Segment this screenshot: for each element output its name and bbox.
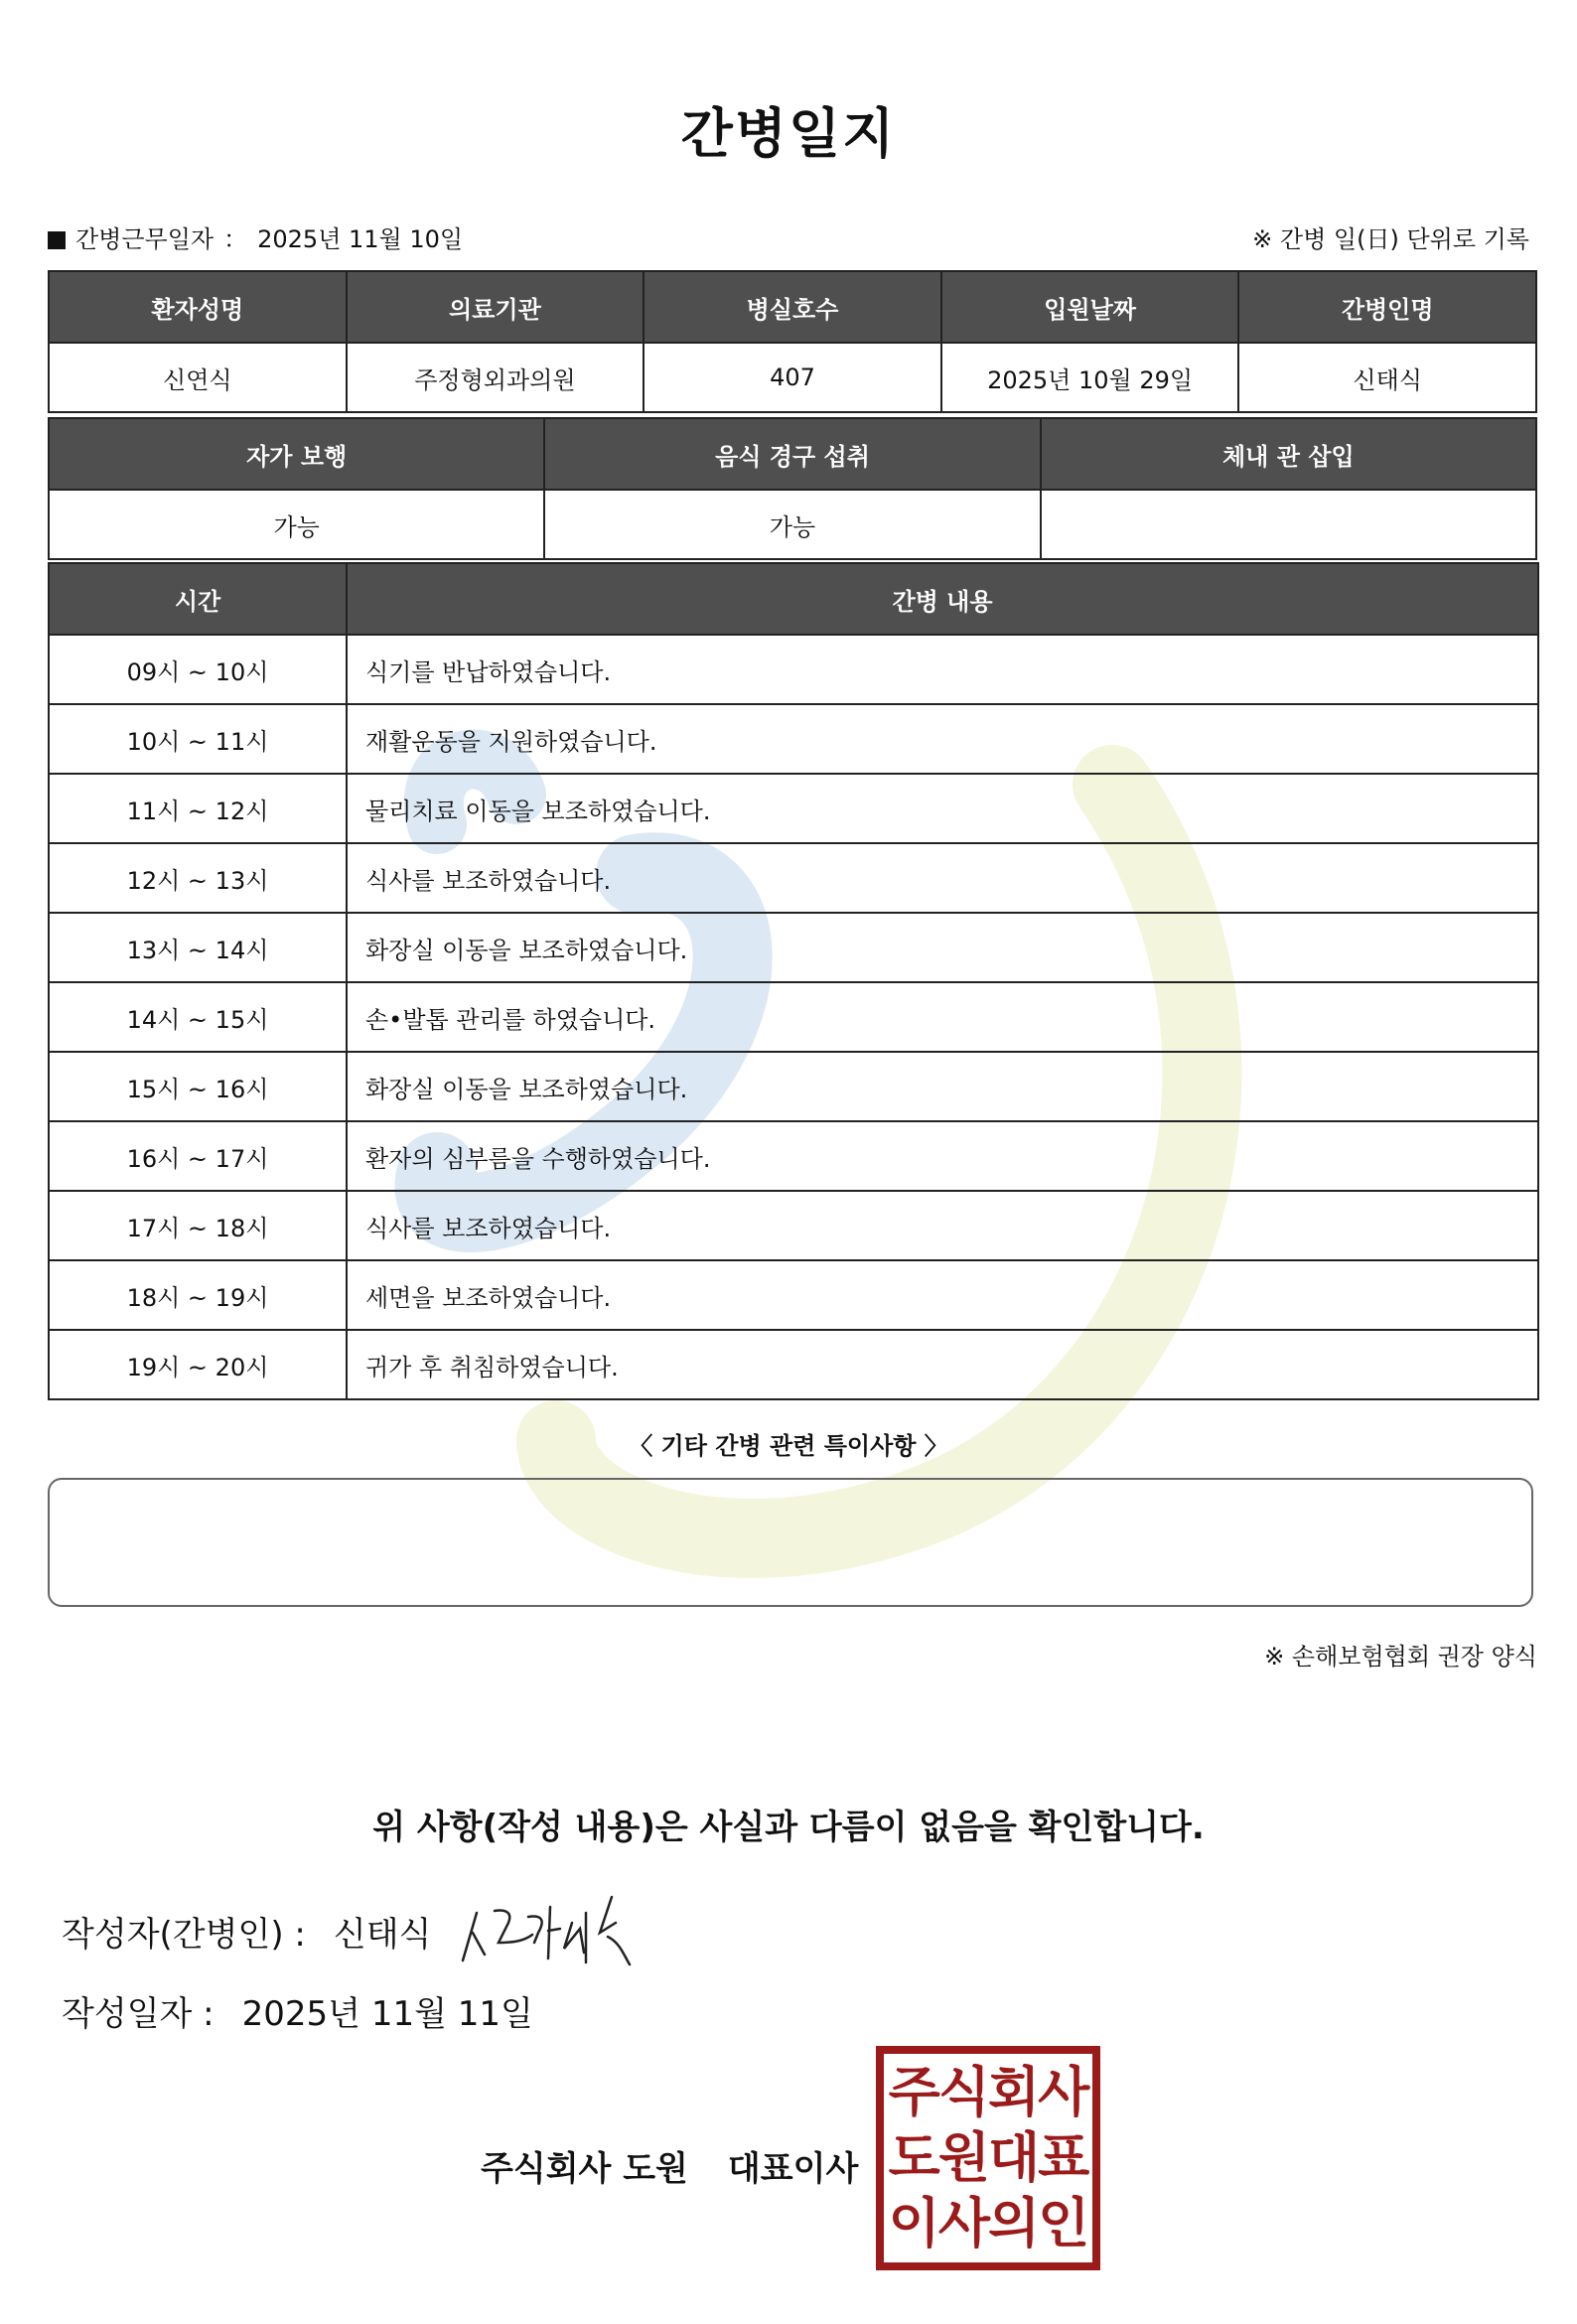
self-walking-value: 가능 [49, 490, 544, 559]
work-date-label: 간병근무일자 [75, 224, 215, 253]
handwritten-signature [455, 1883, 644, 1972]
writer-label: 작성자(간병인) : [62, 1915, 306, 1955]
care-content: 식사를 보조하였습니다. [347, 843, 1538, 913]
header-admission-date: 입원날짜 [941, 271, 1239, 343]
seal-line-1: 주식회사 [888, 2061, 1088, 2123]
table-row [49, 774, 1538, 843]
time-slot: 12시 ~ 13시 [49, 843, 347, 913]
table-row [49, 843, 1538, 913]
table-row [49, 913, 1538, 982]
hospital-name: 주정형외과의원 [347, 343, 645, 412]
care-content: 식기를 반납하였습니다. [347, 635, 1538, 704]
care-log-table [48, 562, 1539, 1400]
seal-line-2: 도원대표 [888, 2126, 1088, 2189]
care-log-body [49, 635, 1538, 1399]
care-content: 화장실 이동을 보조하였습니다. [347, 1052, 1538, 1121]
care-content: 물리치료 이동을 보조하였습니다. [347, 774, 1538, 843]
time-slot: 16시 ~ 17시 [49, 1121, 347, 1191]
care-content: 손•발톱 관리를 하였습니다. [347, 982, 1538, 1052]
time-slot: 09시 ~ 10시 [49, 635, 347, 704]
time-slot: 13시 ~ 14시 [49, 913, 347, 982]
table-row [49, 704, 1538, 774]
care-content: 세면을 보조하였습니다. [347, 1260, 1538, 1330]
notes-title: 〈 기타 간병 관련 특이사항 〉 [629, 1432, 948, 1460]
time-slot: 10시 ~ 11시 [49, 704, 347, 774]
header-caregiver-name: 간병인명 [1238, 271, 1536, 343]
writer-name: 신태식 [333, 1915, 432, 1955]
table-row [49, 1330, 1538, 1399]
seal-line-3: 이사의인 [888, 2192, 1088, 2254]
patient-name: 신연식 [49, 343, 347, 412]
tube-insertion-value [1041, 490, 1536, 559]
notes-box [48, 1478, 1533, 1607]
writer-line [62, 1907, 431, 1956]
work-date [48, 219, 473, 254]
written-date-line [62, 1986, 533, 2035]
table-row [49, 635, 1538, 704]
document-title: 간병일지 [680, 102, 897, 165]
care-content: 재활운동을 지원하였습니다. [347, 704, 1538, 774]
time-slot: 14시 ~ 15시 [49, 982, 347, 1052]
table-row [49, 1260, 1538, 1330]
header-time: 시간 [49, 563, 347, 635]
written-date-value: 2025년 11월 11일 [241, 1994, 533, 2034]
confirmation-statement: 위 사항(작성 내용)은 사실과 다름이 없음을 확인합니다. [372, 1808, 1205, 1847]
header-tube-insertion: 체내 관 삽입 [1041, 418, 1536, 490]
time-slot: 11시 ~ 12시 [49, 774, 347, 843]
oral-intake-value: 가능 [544, 490, 1040, 559]
square-bullet-icon [48, 231, 66, 249]
company-seal-stamp [876, 2046, 1100, 2270]
care-content: 식사를 보조하였습니다. [347, 1191, 1538, 1260]
time-slot: 17시 ~ 18시 [49, 1191, 347, 1260]
status-table [48, 417, 1537, 560]
footnote: ※ 손해보험협회 권장 양식 [1264, 1643, 1537, 1670]
header-patient-name: 환자성명 [49, 271, 347, 343]
header-self-walking: 자가 보행 [49, 418, 544, 490]
table-row [49, 1121, 1538, 1191]
admission-date: 2025년 10월 29일 [941, 343, 1239, 412]
care-content: 귀가 후 취침하였습니다. [347, 1330, 1538, 1399]
table-row [49, 982, 1538, 1052]
work-date-separator: ： [223, 224, 248, 253]
header-oral-intake: 음식 경구 섭취 [544, 418, 1040, 490]
header-care-content: 간병 내용 [347, 563, 1538, 635]
header-room: 병실호수 [644, 271, 941, 343]
written-date-label: 작성일자 : [62, 1994, 215, 2034]
time-slot: 19시 ~ 20시 [49, 1330, 347, 1399]
company-name: 주식회사 도원 [481, 2149, 688, 2189]
room-number: 407 [644, 343, 941, 412]
company-line [481, 2141, 858, 2190]
care-content: 화장실 이동을 보조하였습니다. [347, 913, 1538, 982]
table-row [49, 1191, 1538, 1260]
record-note: ※ 간병 일(日) 단위로 기록 [1252, 224, 1529, 253]
company-title: 대표이사 [727, 2149, 859, 2189]
caregiver-name: 신태식 [1238, 343, 1536, 412]
care-content: 환자의 심부름을 수행하였습니다. [347, 1121, 1538, 1191]
patient-info-table [48, 270, 1537, 413]
time-slot: 18시 ~ 19시 [49, 1260, 347, 1330]
time-slot: 15시 ~ 16시 [49, 1052, 347, 1121]
work-date-value: 2025년 11월 10일 [257, 224, 464, 253]
header-hospital: 의료기관 [347, 271, 645, 343]
table-row [49, 1052, 1538, 1121]
meta-row [48, 218, 1529, 254]
